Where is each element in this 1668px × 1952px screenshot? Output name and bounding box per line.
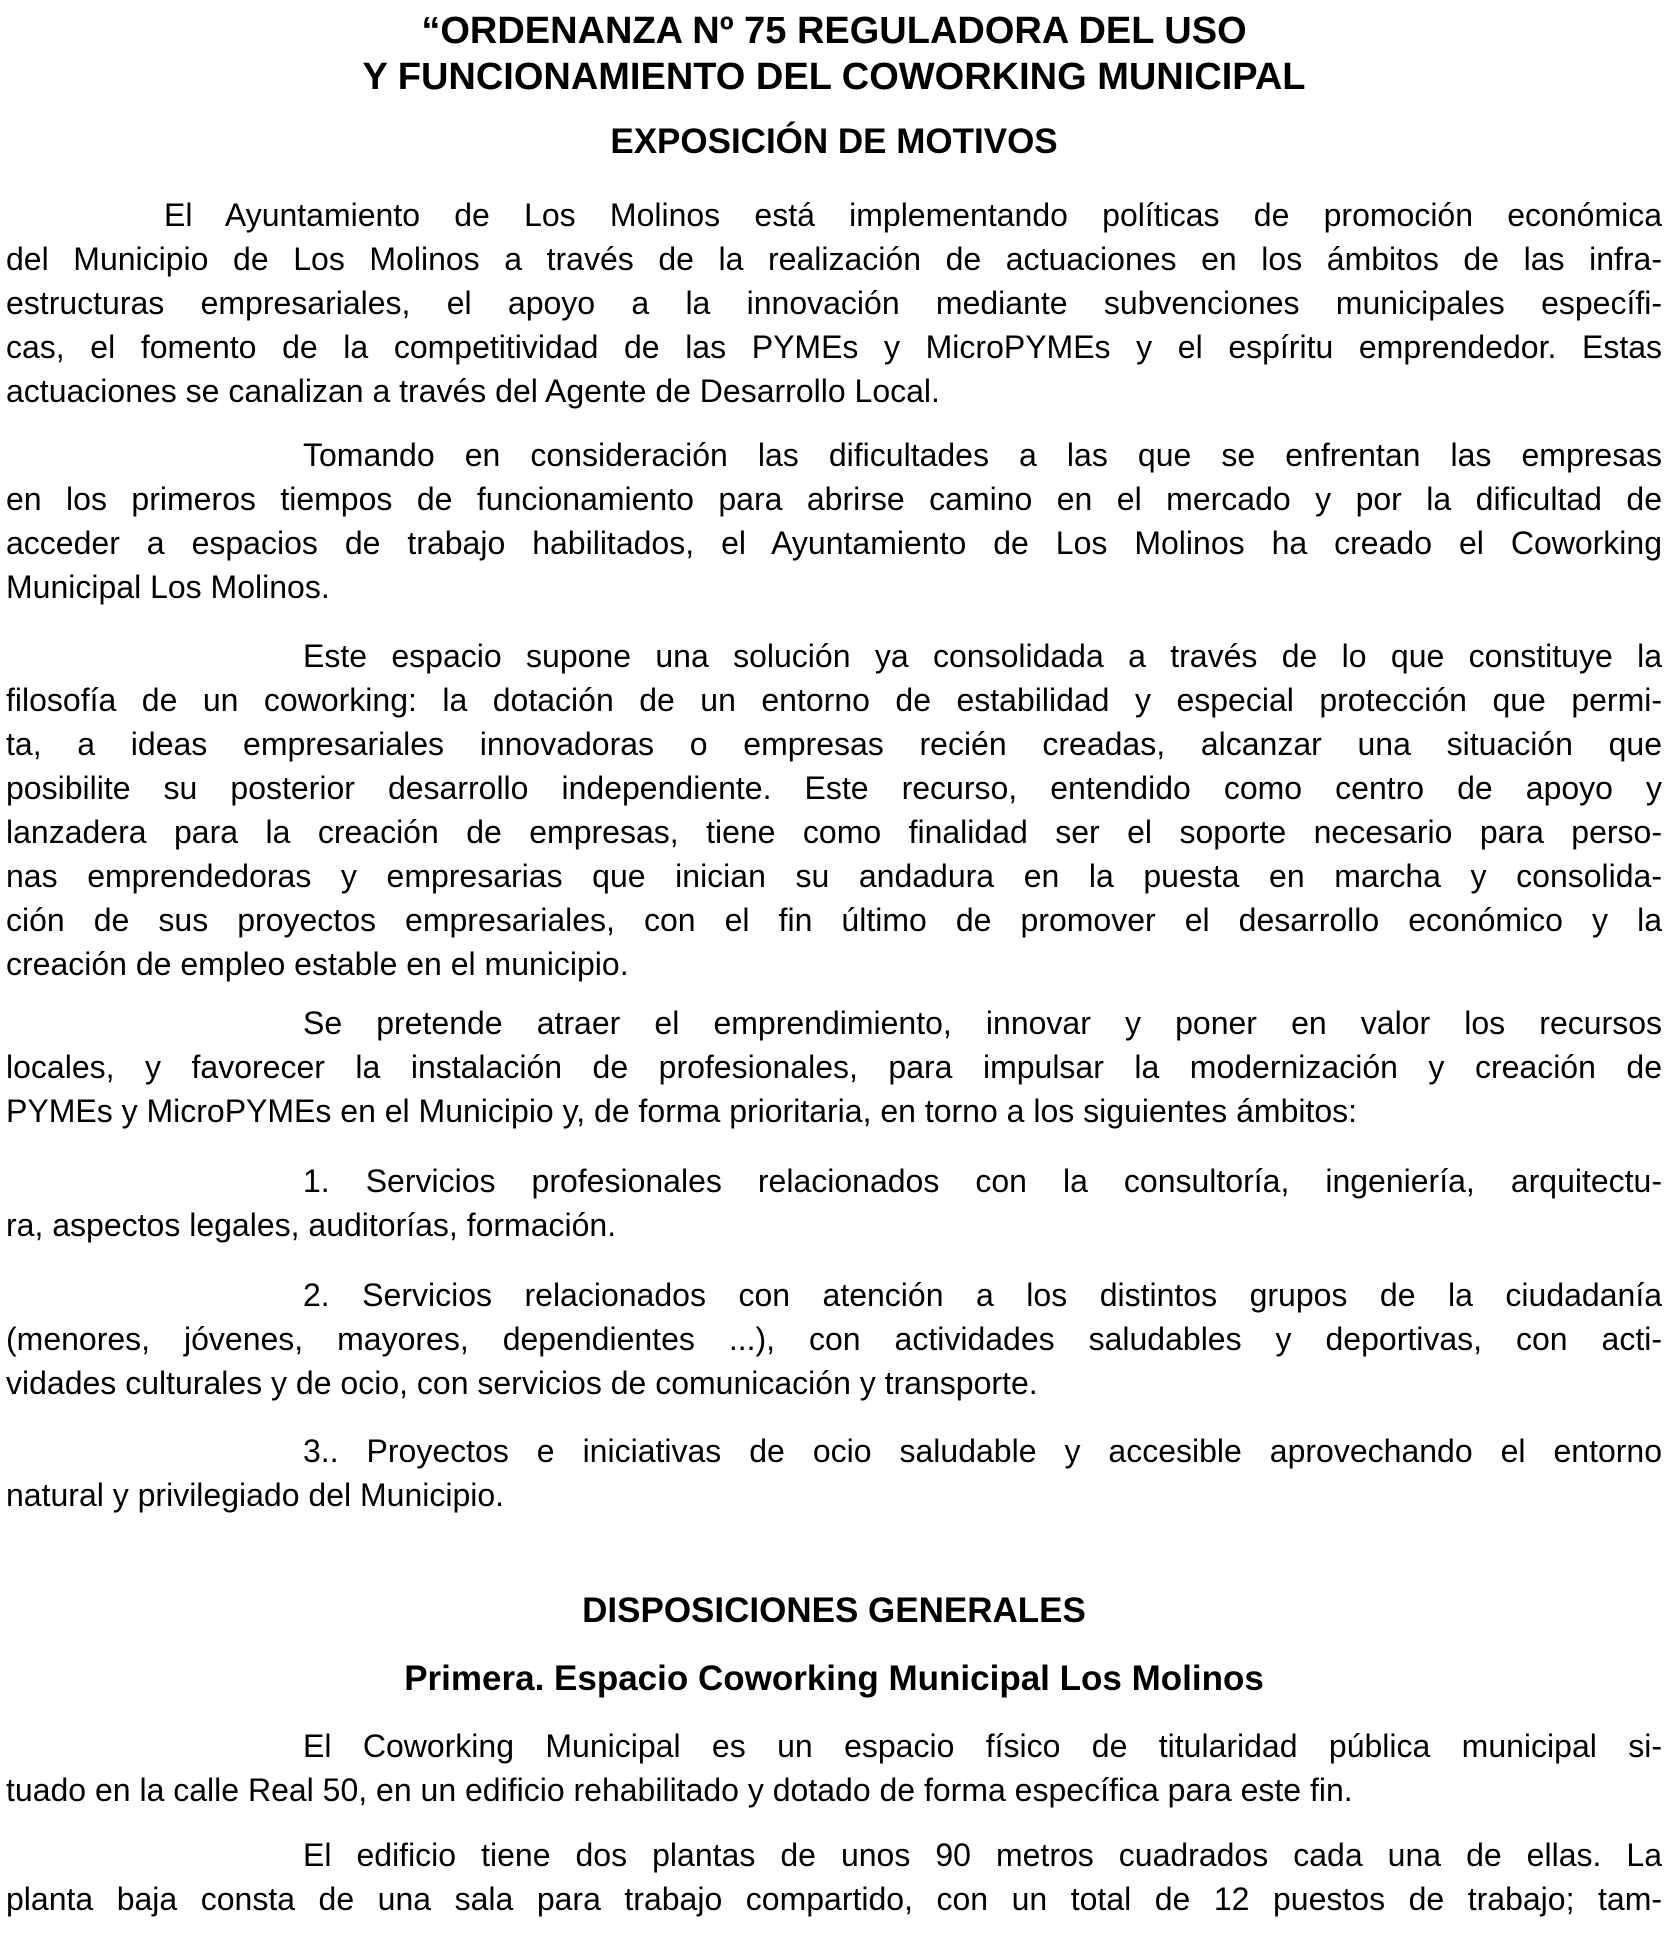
list-item-paragraph xyxy=(6,1273,1662,1405)
document-body xyxy=(6,8,1662,1921)
paragraph-line: acceder a espacios de trabajo habilitados, el Ayuntamiento de Los Molinos ha creado el Coworking xyxy=(6,525,1662,561)
section-heading: DISPOSICIONES GENERALES xyxy=(582,1591,1086,1630)
paragraph-line: 2. Servicios relacionados con atención a los distintos grupos de la ciudadanía xyxy=(303,1277,1662,1313)
paragraph-line: 3.. Proyectos e iniciativas de ocio saludable y accesible aprovechando el entorno xyxy=(303,1433,1662,1469)
paragraph xyxy=(6,1001,1662,1133)
paragraph-line: posibilite su posterior desarrollo independiente. Este recurso, entendido como centro de apoyo y xyxy=(6,770,1662,806)
paragraph-line: locales, y favorecer la instalación de profesionales, para impulsar la modernización y creación de xyxy=(6,1049,1662,1085)
paragraph-line: PYMEs y MicroPYMEs en el Municipio y, de forma prioritaria, en torno a los siguientes ámbitos: xyxy=(6,1093,1358,1129)
paragraph xyxy=(6,1833,1662,1921)
paragraph-line: natural y privilegiado del Municipio. xyxy=(6,1477,505,1513)
paragraph xyxy=(6,634,1662,986)
paragraph-line: ción de sus proyectos empresariales, con el fin último de promover el desarrollo económico y la xyxy=(6,902,1662,938)
paragraph-line: Este espacio supone una solución ya consolidada a través de lo que constituye la xyxy=(303,638,1662,674)
paragraph-line: filosofía de un coworking: la dotación de un entorno de estabilidad y especial protección que permi- xyxy=(6,682,1662,718)
paragraph-line: tuado en la calle Real 50, en un edificio rehabilitado y dotado de forma específica para este fin. xyxy=(6,1772,1353,1808)
document-title-line: Y FUNCIONAMIENTO DEL COWORKING MUNICIPAL xyxy=(362,56,1306,98)
paragraph-line: lanzadera para la creación de empresas, tiene como finalidad ser el soporte necesario para perso- xyxy=(6,814,1662,850)
paragraph xyxy=(6,193,1662,413)
document-title-line: “ORDENANZA Nº 75 REGULADORA DEL USO xyxy=(421,10,1247,52)
paragraph-line: Se pretende atraer el emprendimiento, innovar y poner en valor los recursos xyxy=(303,1005,1662,1041)
paragraph-line: ta, a ideas empresariales innovadoras o empresas recién creadas, alcanzar una situación que xyxy=(6,726,1662,762)
paragraph-line: cas, el fomento de la competitividad de las PYMEs y MicroPYMEs y el espíritu emprendedor. Estas xyxy=(6,329,1662,365)
paragraph-line: actuaciones se canalizan a través del Agente de Desarrollo Local. xyxy=(6,373,940,409)
paragraph-line: planta baja consta de una sala para trabajo compartido, con un total de 12 puestos de trabajo; tam- xyxy=(6,1881,1662,1917)
paragraph-line: 1. Servicios profesionales relacionados con la consultoría, ingeniería, arquitectu- xyxy=(303,1163,1662,1199)
paragraph-line: El edificio tiene dos plantas de unos 90 metros cuadrados cada una de ellas. La xyxy=(303,1837,1662,1873)
paragraph-line: Tomando en consideración las dificultades a las que se enfrentan las empresas xyxy=(303,437,1662,473)
document-title xyxy=(6,8,1662,100)
paragraph-line: El Coworking Municipal es un espacio físico de titularidad pública municipal si- xyxy=(303,1728,1662,1764)
paragraph-line: estructuras empresariales, el apoyo a la innovación mediante subvenciones municipales específi- xyxy=(6,285,1662,321)
paragraph-line: (menores, jóvenes, mayores, dependientes ...), con actividades saludables y deportivas, con acti- xyxy=(6,1321,1662,1357)
paragraph-line: vidades culturales y de ocio, con servicios de comunicación y transporte. xyxy=(6,1365,1038,1401)
paragraph-line: ra, aspectos legales, auditorías, formación. xyxy=(6,1207,617,1243)
paragraph-line: creación de empleo estable en el municipio. xyxy=(6,946,629,982)
paragraph xyxy=(6,433,1662,609)
paragraph-line: en los primeros tiempos de funcionamiento para abrirse camino en el mercado y por la dificultad de xyxy=(6,481,1662,517)
paragraph-line: Municipal Los Molinos. xyxy=(6,569,330,605)
list-item-paragraph xyxy=(6,1429,1662,1517)
paragraph-line: El Ayuntamiento de Los Molinos está implementando políticas de promoción económica xyxy=(164,197,1662,233)
article-heading: Primera. Espacio Coworking Municipal Los Molinos xyxy=(404,1659,1264,1698)
section-heading: EXPOSICIÓN DE MOTIVOS xyxy=(610,122,1058,161)
list-item-paragraph xyxy=(6,1159,1662,1247)
paragraph-line: del Municipio de Los Molinos a través de la realización de actuaciones en los ámbitos de las infra- xyxy=(6,241,1662,277)
paragraph xyxy=(6,1724,1662,1812)
paragraph-line: nas emprendedoras y empresarias que inician su andadura en la puesta en marcha y consolida- xyxy=(6,858,1662,894)
